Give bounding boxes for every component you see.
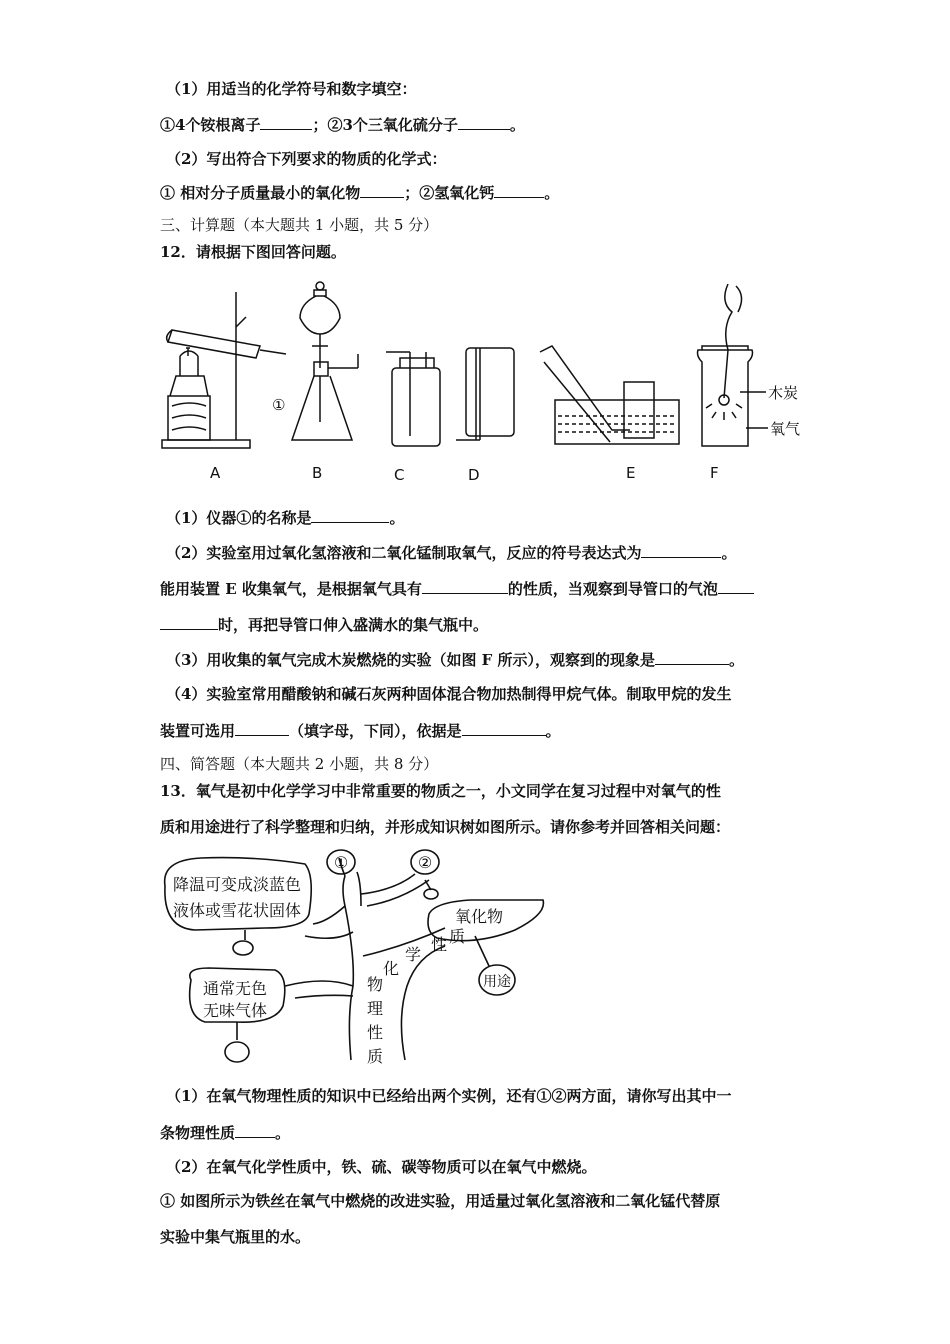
answer-blank[interactable] [458,115,510,130]
q12-s1-text: （1）仪器①的名称是 [166,509,312,527]
label-e: E [626,464,636,482]
tree-leaf2-line2: 无味气体 [203,1001,268,1020]
q13-a1b-text: 条物理性质 [160,1124,236,1142]
answer-blank[interactable] [260,115,312,130]
q13-intro-1: 13．氧气是初中化学学习中非常重要的物质之一，小文同学在复习过程中对氧气的性 [160,782,721,800]
q12-title: 12．请根据下图回答问题。 [160,243,346,261]
answer-blank[interactable] [311,508,389,523]
q11-item4-text: ；②氢氧化钙 [404,184,495,202]
answer-blank[interactable] [235,1123,275,1138]
q13-intro-2: 质和用途进行了科学整理和归纳，并形成知识树如图所示。请你参考并回答相关问题： [160,818,731,836]
tree-circle-2: ② [417,853,433,872]
q13-a2: （2）在氧气化学性质中，铁、硫、碳等物质可以在氧气中燃烧。 [166,1158,597,1176]
tree-leaf2-line1: 通常无色 [203,979,268,998]
punct: 。 [509,116,525,134]
label-charcoal: 木炭 [768,384,799,402]
apparatus-b [292,282,358,440]
q13-a1b [160,1122,290,1143]
q12-s2b-text2: 的性质，当观察到导管口的气泡 [507,580,718,598]
tree-leaf1-line2: 液体或雪花状固体 [173,901,302,920]
q12-s3 [166,649,744,670]
q11-part2-heading: （2）写出符合下列要求的物质的化学式： [166,150,447,168]
answer-blank[interactable] [235,721,289,736]
q12-s2c-text: 时，再把导管口伸入盛满水的集气瓶中。 [218,616,489,634]
tree-chem-2: 学 [405,945,422,964]
answer-blank[interactable] [494,183,544,198]
tree-phys-3: 性 [367,1023,384,1042]
tree-chem-1: 化 [383,959,400,978]
q13-a1: （1）在氧气物理性质的知识中已经给出两个实例，还有①②两方面，请你写出其中一 [166,1087,732,1105]
q12-s2b-text: 能用装置 E 收集氧气，是根据氧气具有 [160,580,422,598]
tree-chem-3: 性 [431,935,448,954]
answer-blank[interactable] [422,579,508,594]
q12-s2c [160,614,488,635]
q11-item3-text: ① 相对分子质量最小的氧化物 [160,184,361,202]
knowledge-tree-figure [155,846,555,1068]
answer-blank[interactable] [160,615,218,630]
q12-s2b [160,578,754,599]
q12-s4: （4）实验室常用醋酸钠和碱石灰两种固体混合物加热制得甲烷气体。制取甲烷的发生 [166,685,732,703]
answer-blank[interactable] [641,543,721,558]
punct: 。 [545,722,561,740]
label-b: B [312,464,323,482]
apparatus-figure [150,272,820,487]
q11-part2-items [160,182,559,203]
q13-a2c: 实验中集气瓶里的水。 [160,1228,311,1246]
apparatus-c [386,352,440,446]
q11-item2-text: ；②3个三氧化硫分子 [312,116,458,134]
answer-blank[interactable] [360,183,404,198]
punct: 。 [544,184,560,202]
q13-a2b: ① 如图所示为铁丝在氧气中燃烧的改进实验，用适量过氧化氢溶液和二氧化锰代替原 [160,1192,721,1210]
tree-circle-1: ① [333,853,349,872]
q12-s4b-text: 装置可选用 [160,722,236,740]
apparatus-d [456,348,514,440]
q12-s1 [166,507,404,528]
answer-blank[interactable] [718,579,754,594]
tree-phys-4: 质 [367,1047,384,1066]
q11-part1-heading: （1）用适当的化学符号和数字填空： [166,80,417,98]
tree-leaf1-line1: 降温可变成淡蓝色 [173,875,302,894]
tree-oxide: 氧化物 [455,907,504,926]
q12-s4b-text2: （填字母，下同），依据是 [289,722,462,740]
label-oxygen: 氧气 [770,420,801,438]
apparatus-a [162,292,286,448]
tree-chem-4: 质 [449,927,466,946]
section-3-heading: 三、计算题（本大题共 1 小题，共 5 分） [160,216,439,234]
apparatus-e [540,346,679,444]
label-f: F [710,464,719,482]
tree-phys-1: 物 [367,975,384,994]
answer-blank[interactable] [655,650,729,665]
apparatus-f [698,284,769,446]
tree-use: 用途 [483,974,511,990]
q11-item1-text: ①4个铵根离子 [160,116,261,134]
punct: 。 [389,509,405,527]
q12-s2 [166,542,736,563]
marker-1: ① [272,396,286,414]
section-4-heading: 四、简答题（本大题共 2 小题，共 8 分） [160,755,439,773]
q11-part1-items [160,114,525,135]
label-d: D [468,466,480,484]
tree-phys-2: 理 [367,999,384,1018]
answer-blank[interactable] [462,721,546,736]
punct: 。 [275,1124,291,1142]
q12-s3-text: （3）用收集的氧气完成木炭燃烧的实验（如图 F 所示），观察到的现象是 [166,651,656,669]
label-a: A [210,464,221,482]
q12-s4b [160,720,561,741]
punct: 。 [729,651,745,669]
punct: 。 [721,544,737,562]
label-c: C [394,466,405,484]
q12-s2-text: （2）实验室用过氧化氢溶液和二氧化锰制取氧气，反应的符号表达式为 [166,544,642,562]
